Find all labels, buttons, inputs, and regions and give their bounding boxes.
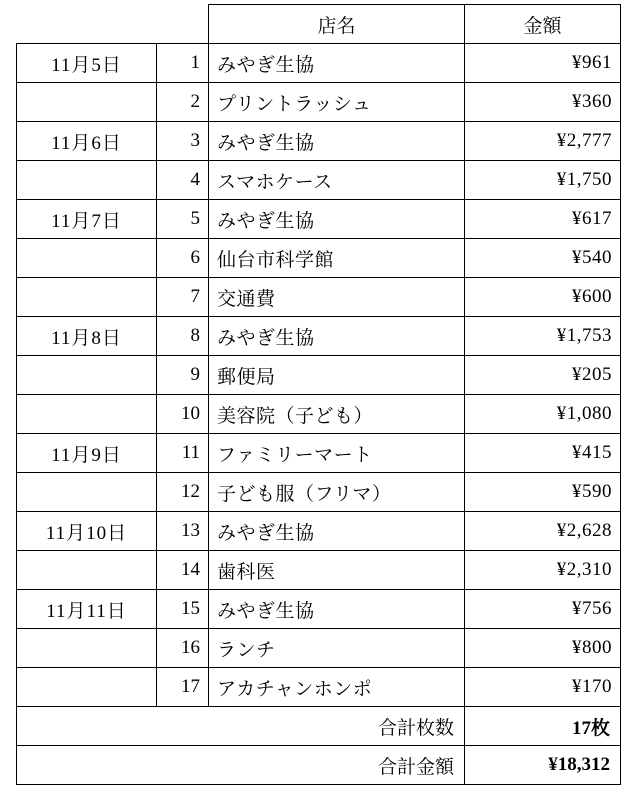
total-amount-label: 合計金額 (17, 746, 465, 785)
row-date-empty (17, 629, 157, 668)
row-amount: ¥205 (465, 356, 621, 395)
row-no: 9 (157, 356, 209, 395)
row-amount: ¥961 (465, 44, 621, 83)
row-no: 11 (157, 434, 209, 473)
row-date-empty (17, 278, 157, 317)
row-date: 11月5日 (17, 44, 157, 83)
table-row (17, 122, 621, 161)
row-date: 11月8日 (17, 317, 157, 356)
row-date-empty (17, 356, 157, 395)
row-amount: ¥590 (465, 473, 621, 512)
row-store: 郵便局 (209, 356, 465, 395)
row-date-empty (17, 473, 157, 512)
row-amount: ¥600 (465, 278, 621, 317)
table-row (17, 551, 621, 590)
row-store: アカチャンホンポ (209, 668, 465, 707)
row-amount: ¥800 (465, 629, 621, 668)
row-no: 1 (157, 44, 209, 83)
row-no: 13 (157, 512, 209, 551)
row-store: 交通費 (209, 278, 465, 317)
receipt-summary-sheet (0, 4, 636, 778)
row-no: 10 (157, 395, 209, 434)
row-no: 15 (157, 590, 209, 629)
row-date-empty (17, 551, 157, 590)
row-no: 7 (157, 278, 209, 317)
row-amount: ¥170 (465, 668, 621, 707)
row-amount: ¥2,310 (465, 551, 621, 590)
row-no: 6 (157, 239, 209, 278)
header-date-blank (17, 5, 157, 44)
row-store: スマホケース (209, 161, 465, 200)
row-date: 11月10日 (17, 512, 157, 551)
table-row (17, 668, 621, 707)
row-store: ファミリーマート (209, 434, 465, 473)
table-row (17, 395, 621, 434)
row-amount: ¥1,080 (465, 395, 621, 434)
row-no: 17 (157, 668, 209, 707)
row-store: 仙台市科学館 (209, 239, 465, 278)
row-amount: ¥415 (465, 434, 621, 473)
row-store: みやぎ生協 (209, 317, 465, 356)
row-store: プリントラッシュ (209, 83, 465, 122)
row-no: 3 (157, 122, 209, 161)
expense-table (16, 4, 621, 785)
row-no: 5 (157, 200, 209, 239)
table-row (17, 44, 621, 83)
table-row (17, 83, 621, 122)
row-no: 12 (157, 473, 209, 512)
table-row (17, 278, 621, 317)
row-amount: ¥1,750 (465, 161, 621, 200)
table-row (17, 629, 621, 668)
table-row (17, 356, 621, 395)
row-date: 11月6日 (17, 122, 157, 161)
table-row (17, 434, 621, 473)
header-amount: 金額 (465, 5, 621, 44)
row-no: 4 (157, 161, 209, 200)
row-date-empty (17, 83, 157, 122)
row-amount: ¥617 (465, 200, 621, 239)
row-store: みやぎ生協 (209, 512, 465, 551)
row-amount: ¥2,777 (465, 122, 621, 161)
table-header-row (17, 5, 621, 44)
total-count-value: 17枚 (465, 707, 621, 746)
row-store: 美容院（子ども） (209, 395, 465, 434)
table-row (17, 473, 621, 512)
row-date-empty (17, 161, 157, 200)
row-store: ランチ (209, 629, 465, 668)
total-amount-value: ¥18,312 (465, 746, 621, 785)
table-row (17, 317, 621, 356)
table-row (17, 512, 621, 551)
row-store: みやぎ生協 (209, 44, 465, 83)
total-count-row (17, 707, 621, 746)
table-row (17, 590, 621, 629)
row-date: 11月9日 (17, 434, 157, 473)
row-store: みやぎ生協 (209, 590, 465, 629)
row-no: 2 (157, 83, 209, 122)
row-amount: ¥360 (465, 83, 621, 122)
row-date-empty (17, 395, 157, 434)
header-no-blank (157, 5, 209, 44)
header-store: 店名 (209, 5, 465, 44)
row-date: 11月7日 (17, 200, 157, 239)
table-row (17, 200, 621, 239)
total-count-label: 合計枚数 (17, 707, 465, 746)
row-date-empty (17, 668, 157, 707)
row-store: みやぎ生協 (209, 200, 465, 239)
row-date: 11月11日 (17, 590, 157, 629)
row-date-empty (17, 239, 157, 278)
row-no: 8 (157, 317, 209, 356)
table-row (17, 161, 621, 200)
row-store: 歯科医 (209, 551, 465, 590)
row-amount: ¥540 (465, 239, 621, 278)
row-no: 14 (157, 551, 209, 590)
row-amount: ¥1,753 (465, 317, 621, 356)
total-amount-row (17, 746, 621, 785)
row-store: みやぎ生協 (209, 122, 465, 161)
row-amount: ¥756 (465, 590, 621, 629)
row-amount: ¥2,628 (465, 512, 621, 551)
row-no: 16 (157, 629, 209, 668)
table-row (17, 239, 621, 278)
row-store: 子ども服（フリマ） (209, 473, 465, 512)
